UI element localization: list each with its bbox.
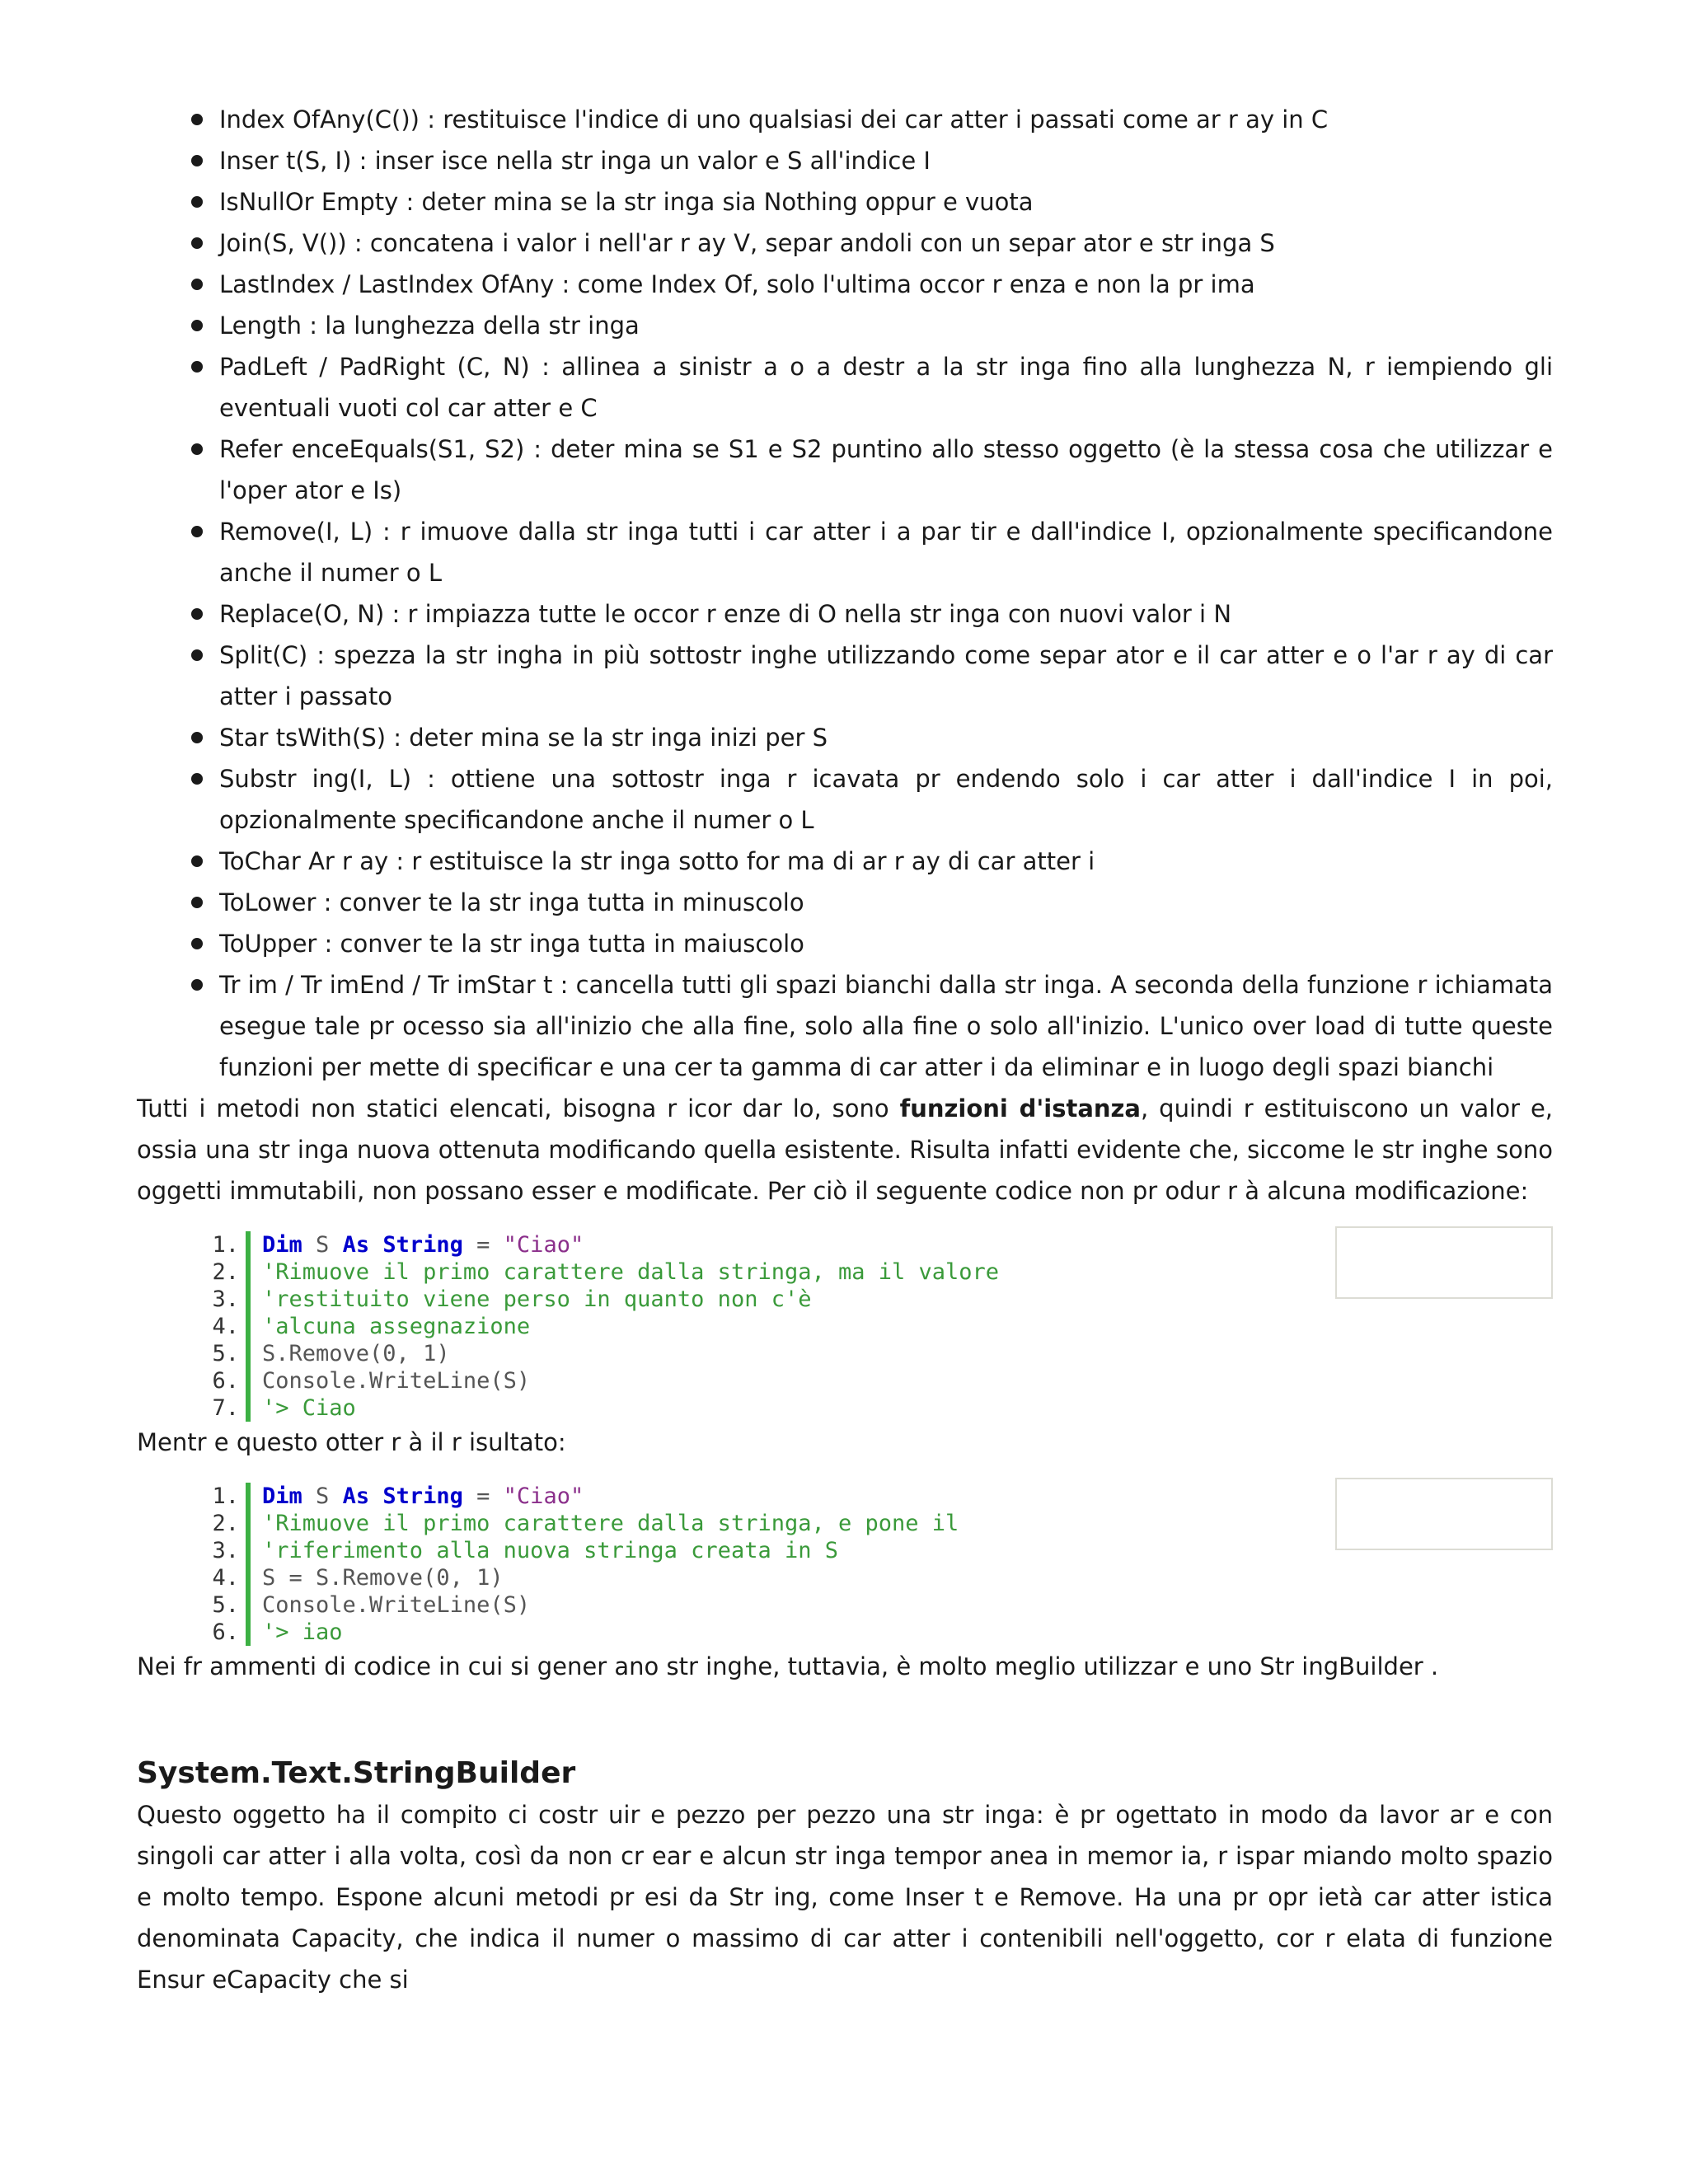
- method-description: : deter mina se la str inga inizi per S: [386, 724, 828, 752]
- method-name: Length: [219, 312, 302, 340]
- list-item: [137, 140, 1553, 181]
- bullet-icon: [191, 855, 203, 867]
- code-token: S: [302, 1232, 343, 1258]
- method-name: Join(S, V()): [219, 229, 347, 257]
- bullet-icon: [191, 320, 203, 331]
- bullet-icon: [191, 196, 203, 208]
- bullet-icon: [191, 361, 203, 373]
- code-content: [262, 1231, 584, 1258]
- code-content: [262, 1564, 504, 1591]
- code-token: [369, 1483, 382, 1509]
- method-name: PadLeft / PadRight (C, N): [219, 353, 530, 381]
- document-page: [137, 99, 1553, 2000]
- line-number: 1.: [212, 1483, 239, 1509]
- code-gutter-bar: [246, 1564, 251, 1591]
- paragraph-instance-functions: [137, 1088, 1553, 1212]
- code-content: [262, 1619, 343, 1646]
- method-description: : deter mina se la str inga sia Nothing oppur e vuota: [398, 188, 1034, 216]
- code-line: [170, 1619, 1553, 1646]
- list-item: [137, 346, 1553, 429]
- method-name: ToUpper: [219, 930, 317, 958]
- method-name: ToLower: [219, 888, 316, 916]
- code-line: [170, 1340, 1553, 1367]
- code-gutter-bar: [246, 1510, 251, 1537]
- code-token: [369, 1232, 382, 1258]
- bullet-icon: [191, 155, 203, 166]
- paragraph-result-intro: Mentr e questo otter r à il r isultato:: [137, 1428, 566, 1456]
- code-gutter-bar: [246, 1231, 251, 1258]
- code-gutter-bar: [246, 1286, 251, 1313]
- bullet-icon: [191, 979, 203, 991]
- bullet-icon: [191, 732, 203, 743]
- bullet-icon: [191, 114, 203, 125]
- code-content: [262, 1286, 811, 1313]
- code-line: [170, 1591, 1553, 1619]
- code-content: [262, 1537, 838, 1564]
- code-toolbar-box[interactable]: [1335, 1478, 1553, 1550]
- code-content: [262, 1483, 584, 1510]
- method-name: Remove(I, L): [219, 518, 373, 546]
- section-heading: System.Text.StringBuilder: [137, 1756, 576, 1790]
- code-gutter-bar: [246, 1394, 251, 1422]
- line-number: 5.: [212, 1592, 239, 1618]
- code-token: 'alcuna assegnazione: [262, 1314, 531, 1339]
- list-item: [137, 964, 1553, 1088]
- code-token: S.Remove(0, 1): [262, 1341, 450, 1366]
- method-description: : allinea a sinistr a o a destr a la str inga fino alla lunghezza N, r iempiendo gli eventuali vuoti col car atter e C: [219, 353, 1554, 422]
- code-content: [262, 1340, 450, 1367]
- list-item: [137, 882, 1553, 923]
- bullet-icon: [191, 279, 203, 290]
- method-description: : restituisce l'indice di uno qualsiasi dei car atter i passati come ar r ay in C: [419, 105, 1329, 134]
- code-token: As: [342, 1483, 370, 1509]
- bullet-icon: [191, 897, 203, 908]
- line-number: 2.: [212, 1259, 239, 1285]
- code-gutter-bar: [246, 1537, 251, 1564]
- list-item: [137, 181, 1553, 223]
- code-token: 'Rimuove il primo carattere dalla stringa, ma il valore: [262, 1259, 1000, 1285]
- line-number: 5.: [212, 1341, 239, 1366]
- list-item: [137, 593, 1553, 635]
- code-token: As: [342, 1232, 370, 1258]
- code-token: S = S.Remove(0, 1): [262, 1565, 504, 1591]
- bullet-icon: [191, 443, 203, 455]
- bullet-icon: [191, 938, 203, 949]
- code-token: =: [462, 1483, 504, 1509]
- line-number: 3.: [212, 1538, 239, 1563]
- method-name: Replace(O, N): [219, 600, 385, 628]
- method-description: : r impiazza tutte le occor r enze di O nella str inga con nuovi valor i N: [384, 600, 1232, 628]
- code-gutter-bar: [246, 1483, 251, 1510]
- code-token: Console.WriteLine(S): [262, 1592, 531, 1618]
- code-token: 'restituito viene perso in quanto non c'è: [262, 1286, 812, 1312]
- code-gutter-bar: [246, 1340, 251, 1367]
- code-line: [170, 1564, 1553, 1591]
- bullet-icon: [191, 237, 203, 249]
- code-gutter-bar: [246, 1313, 251, 1340]
- bold-term: funzioni d'istanza: [899, 1094, 1142, 1122]
- code-content: [262, 1510, 959, 1537]
- method-name: Star tsWith(S): [219, 724, 387, 752]
- method-description: : come Index Of, solo l'ultima occor r enza e non la pr ima: [554, 270, 1255, 298]
- method-description: : ottiene una sottostr inga r icavata pr endendo solo i car atter i dall'indice I in poi, opzionalmente specificandone anche il numer o L: [219, 765, 1554, 834]
- line-number: 6.: [212, 1368, 239, 1394]
- line-number: 7.: [212, 1395, 239, 1421]
- paragraph-stringbuilder-desc: Questo oggetto ha il compito ci costr uir e pezzo per pezzo una str inga: è pr ogettato in modo da lavor ar e con singoli car atter i alla volta, così da non cr ear e alcun str inga tempor anea in memor ia, r ispar miando molto spazio e molto tempo. Espone alcuni metodi pr esi da Str ing, come Inser t e Remove. Ha una pr opr ietà car atter istica denominata Capacity, che indica il numer o massimo di car atter i contenibili nell'oggetto, cor r elata di funzione Ensur eCapacity che si: [137, 1801, 1553, 1994]
- bullet-icon: [191, 526, 203, 537]
- methods-list: [137, 99, 1553, 1088]
- list-item: [137, 758, 1553, 841]
- method-name: Substr ing(I, L): [219, 765, 412, 793]
- method-name: ToChar Ar r ay: [219, 847, 389, 875]
- code-token: '> iao: [262, 1619, 343, 1645]
- line-number: 4.: [212, 1314, 239, 1339]
- code-gutter-bar: [246, 1619, 251, 1646]
- method-description: : deter mina se S1 e S2 puntino allo stesso oggetto (è la stessa cosa che utilizzar e l'oper ator e Is): [219, 435, 1553, 504]
- code-token: "Ciao": [503, 1232, 584, 1258]
- code-block-2: [170, 1483, 1553, 1646]
- line-number: 2.: [212, 1511, 239, 1536]
- method-name: LastIndex / LastIndex OfAny: [219, 270, 555, 298]
- method-description: : concatena i valor i nell'ar r ay V, separ andoli con un separ ator e str inga S: [346, 229, 1275, 257]
- list-item: [137, 635, 1553, 717]
- method-name: Split(C): [219, 641, 308, 669]
- list-item: [137, 923, 1553, 964]
- line-number: 1.: [212, 1232, 239, 1258]
- line-number: 3.: [212, 1286, 239, 1312]
- code-token: Console.WriteLine(S): [262, 1368, 531, 1394]
- code-token: '> Ciao: [262, 1395, 356, 1421]
- code-line: [170, 1394, 1553, 1422]
- bullet-icon: [191, 608, 203, 620]
- list-item: [137, 841, 1553, 882]
- code-token: S: [302, 1483, 343, 1509]
- line-number: 6.: [212, 1619, 239, 1645]
- method-description: : conver te la str inga tutta in maiuscolo: [316, 930, 804, 958]
- method-description: : r imuove dalla str inga tutti i car atter i a par tir e dall'indice I, opzionalmente specificandone anche il numer o L: [219, 518, 1553, 587]
- paragraph-stringbuilder-hint: Nei fr ammenti di codice in cui si gener ano str inghe, tuttavia, è molto meglio utilizzar e uno Str ingBuilder .: [137, 1652, 1439, 1680]
- code-token: String: [382, 1232, 463, 1258]
- list-item: [137, 264, 1553, 305]
- method-description: : conver te la str inga tutta in minuscolo: [316, 888, 804, 916]
- method-description: : la lunghezza della str inga: [302, 312, 640, 340]
- code-content: [262, 1313, 530, 1340]
- code-token: String: [382, 1483, 463, 1509]
- method-description: : spezza la str ingha in più sottostr inghe utilizzando come separ ator e il car atter e o l'ar r ay di car atter i passato: [219, 641, 1553, 710]
- bullet-icon: [191, 773, 203, 785]
- code-token: 'riferimento alla nuova stringa creata in S: [262, 1538, 838, 1563]
- code-content: [262, 1367, 530, 1394]
- method-name: Index OfAny(C()): [219, 105, 420, 134]
- bullet-icon: [191, 649, 203, 661]
- list-item: [137, 717, 1553, 758]
- paragraph-text: Tutti i metodi non statici elencati, bisogna r icor dar lo, sono: [137, 1094, 900, 1122]
- list-item: [137, 511, 1553, 593]
- code-line: [170, 1367, 1553, 1394]
- method-name: Inser t(S, I): [219, 147, 352, 175]
- line-number: 4.: [212, 1565, 239, 1591]
- method-name: IsNullOr Empty: [219, 188, 399, 216]
- method-name: Tr im / Tr imEnd / Tr imStar t: [219, 971, 553, 999]
- code-content: [262, 1591, 530, 1619]
- code-toolbar-box[interactable]: [1335, 1226, 1553, 1299]
- code-token: =: [462, 1232, 504, 1258]
- code-content: [262, 1394, 356, 1422]
- code-content: [262, 1258, 999, 1286]
- code-line: [170, 1313, 1553, 1340]
- list-item: [137, 99, 1553, 140]
- code-gutter-bar: [246, 1258, 251, 1286]
- paragraph-text: , quindi r estituiscono un valor e, ossia una str inga nuova ottenuta modificando quella esistente. Risulta infatti evidente che, siccome le str inghe sono oggetti immutabili, non possano esser e modificate. Per ciò il seguente codice non pr odur r à alcuna modificazione:: [137, 1094, 1553, 1205]
- code-token: 'Rimuove il primo carattere dalla stringa, e pone il: [262, 1511, 959, 1536]
- method-description: : cancella tutti gli spazi bianchi dalla str inga. A seconda della funzione r ichiamata esegue tale pr ocesso sia all'inizio che alla fine, solo alla fine o solo all'inizio. L'unico over load di tutte queste funzioni per mette di specificar e una cer ta gamma di car atter i da eliminar e in luogo degli spazi bianchi: [219, 971, 1553, 1081]
- method-description: : r estituisce la str inga sotto for ma di ar r ay di car atter i: [388, 847, 1095, 875]
- list-item: [137, 429, 1553, 511]
- code-gutter-bar: [246, 1367, 251, 1394]
- code-token: Dim: [262, 1232, 302, 1258]
- list-item: [137, 305, 1553, 346]
- code-block-1: [170, 1231, 1553, 1422]
- list-item: [137, 223, 1553, 264]
- method-description: : inser isce nella str inga un valor e S all'indice I: [351, 147, 931, 175]
- code-token: "Ciao": [503, 1483, 584, 1509]
- code-token: Dim: [262, 1483, 302, 1509]
- method-name: Refer enceEquals(S1, S2): [219, 435, 525, 463]
- code-gutter-bar: [246, 1591, 251, 1619]
